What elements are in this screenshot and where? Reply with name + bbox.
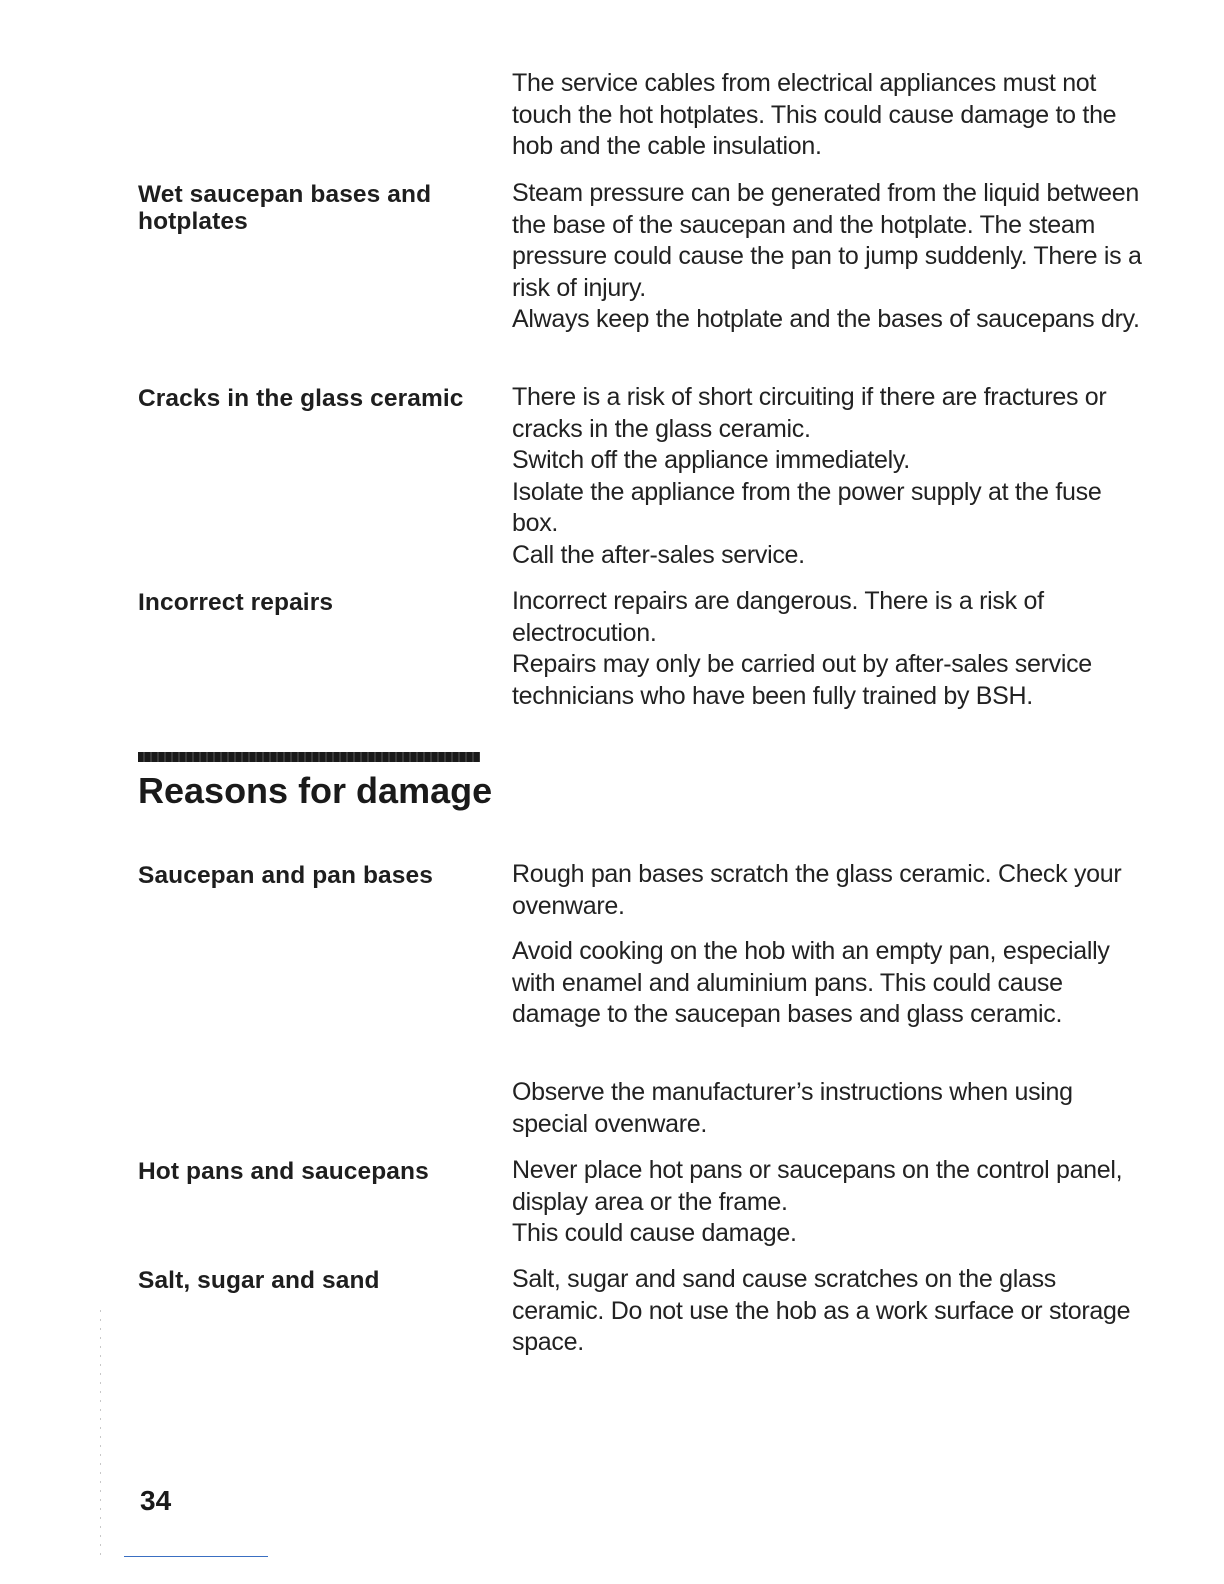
- paragraph: Rough pan bases scratch the glass ceramic. Check your ovenware.: [512, 860, 1122, 920]
- cracks-text: [512, 382, 1152, 571]
- cracks-heading: Cracks in the glass ceramic: [138, 385, 464, 412]
- page-edge-line: [124, 1556, 268, 1557]
- wet-saucepan-text: [512, 178, 1152, 336]
- pan-bases-text: [512, 859, 1152, 922]
- page-number: 34: [140, 1485, 172, 1516]
- special-ovenware-text: [512, 1077, 1152, 1140]
- section-title: Reasons for damage: [138, 770, 493, 811]
- paragraph: Always keep the hotplate and the bases of saucepans dry.: [512, 305, 1140, 333]
- pan-bases-heading: Saucepan and pan bases: [138, 862, 433, 889]
- paragraph: There is a risk of short circuiting if there are fractures or cracks in the glass ceramic.: [512, 383, 1107, 443]
- paragraph: Avoid cooking on the hob with an empty pan, especially with enamel and aluminium pans. This could cause damage to the saucepan bases and glass ceramic.: [512, 937, 1110, 1028]
- paragraph: Repairs may only be carried out by after-sales service technicians who have been fully trained by BSH.: [512, 650, 1092, 710]
- hot-pans-heading: Hot pans and saucepans: [138, 1158, 429, 1185]
- salt-sugar-sand-heading: Salt, sugar and sand: [138, 1267, 380, 1294]
- paragraph: Steam pressure can be generated from the liquid between the base of the saucepan and the hotplate. The steam pressure could cause the pan to jump suddenly. There is a risk of injury.: [512, 179, 1142, 302]
- wet-saucepan-heading: Wet saucepan bases and hotplates: [138, 181, 432, 235]
- service-cables-text: [512, 68, 1152, 163]
- paragraph: Switch off the appliance immediately.: [512, 446, 910, 474]
- incorrect-repairs-heading: Incorrect repairs: [138, 589, 334, 616]
- incorrect-repairs-text: [512, 586, 1152, 712]
- paragraph: Salt, sugar and sand cause scratches on the glass ceramic. Do not use the hob as a work surface or storage space.: [512, 1265, 1131, 1356]
- paragraph: Call the after-sales service.: [512, 540, 805, 569]
- paragraph: Never place hot pans or saucepans on the control panel, display area or the frame.: [512, 1156, 1123, 1216]
- paragraph: Incorrect repairs are dangerous. There is a risk of electrocution.: [512, 587, 1044, 647]
- paragraph: Observe the manufacturer’s instructions when using special ovenware.: [512, 1078, 1073, 1138]
- hot-pans-text: [512, 1155, 1152, 1250]
- scan-margin-marks: [100, 1310, 101, 1560]
- paragraph: Isolate the appliance from the power supply at the fuse box.: [512, 477, 1102, 537]
- paragraph: This could cause damage.: [512, 1219, 797, 1247]
- section-divider-bar: [138, 752, 480, 762]
- empty-pan-text: [512, 936, 1152, 1031]
- salt-sugar-sand-text: [512, 1264, 1152, 1359]
- paragraph: The service cables from electrical appliances must not touch the hot hotplates. This could cause damage to the hob and the cable insulation.: [512, 69, 1117, 160]
